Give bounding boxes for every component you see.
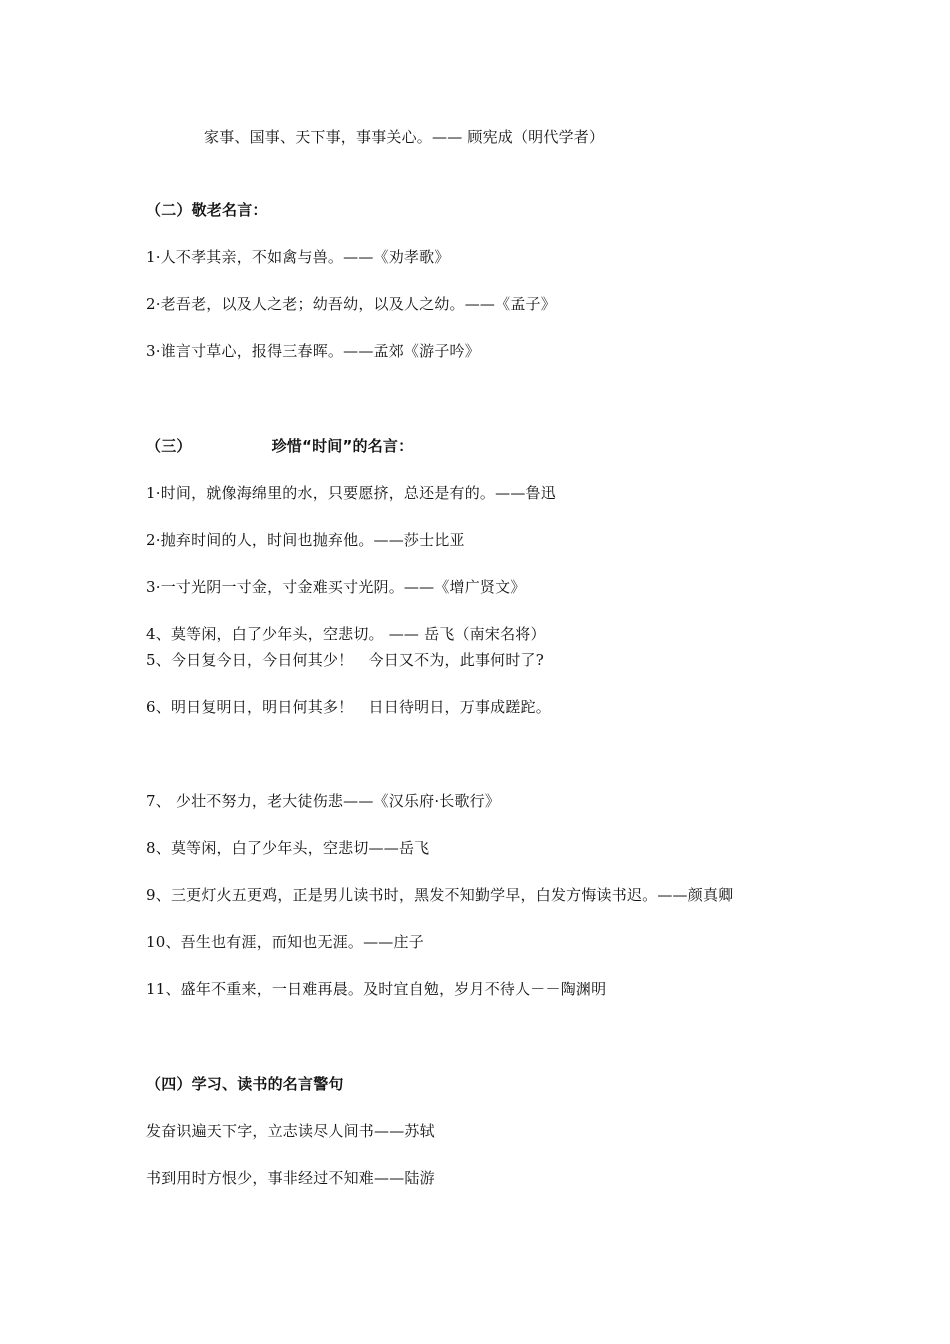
section-3-heading — [146, 436, 413, 456]
section-3-item-4: 4、莫等闲，白了少年头，空悲切。 —— 岳飞（南宋名将） — [146, 625, 546, 643]
intro-quote: 家事、国事、天下事，事事关心。—— 顾宪成（明代学者） — [204, 128, 605, 146]
section-3-item-10: 10、吾生也有涯，而知也无涯。——庄子 — [146, 933, 424, 951]
section-2-item-2: 2·老吾老，以及人之老；幼吾幼，以及人之幼。——《孟子》 — [146, 295, 556, 313]
section-4-item-2: 书到用时方恨少，事非经过不知难——陆游 — [146, 1169, 435, 1187]
section-3-heading-prefix: （三） — [146, 437, 192, 455]
section-3-item-2: 2·抛弃时间的人，时间也抛弃他。——莎士比亚 — [146, 531, 465, 549]
section-2-heading: （二）敬老名言： — [146, 201, 268, 219]
section-3-item-9: 9、三更灯火五更鸡，正是男儿读书时，黑发不知勤学早，白发方悔读书迟。——颜真卿 — [146, 886, 734, 904]
section-2-item-1: 1·人不孝其亲，不如禽与兽。——《劝孝歌》 — [146, 248, 450, 266]
section-3-item-11: 11、盛年不重来，一日难再晨。及时宜自勉，岁月不待人－－陶渊明 — [146, 980, 607, 998]
section-3-item-7: 7、 少壮不努力，老大徒伤悲——《汉乐府·长歌行》 — [146, 792, 501, 810]
section-4-heading: （四）学习、读书的名言警句 — [146, 1075, 344, 1093]
section-3-item-8: 8、莫等闲，白了少年头，空悲切——岳飞 — [146, 839, 430, 857]
section-4-item-1: 发奋识遍天下字，立志读尽人间书——苏轼 — [146, 1122, 435, 1140]
section-3-item-1: 1·时间，就像海绵里的水，只要愿挤，总还是有的。——鲁迅 — [146, 484, 556, 502]
section-2-item-3: 3·谁言寸草心，报得三春晖。——孟郊《游子吟》 — [146, 342, 480, 360]
section-3-item-3: 3·一寸光阴一寸金，寸金难买寸光阴。——《增广贤文》 — [146, 578, 526, 596]
section-3-item-6: 6、明日复明日，明日何其多！ 日日待明日，万事成蹉跎。 — [146, 698, 551, 716]
section-3-heading-title: 珍惜“时间”的名言： — [271, 437, 414, 455]
section-3-item-5: 5、今日复今日，今日何其少！ 今日又不为，此事何时了? — [146, 651, 544, 669]
